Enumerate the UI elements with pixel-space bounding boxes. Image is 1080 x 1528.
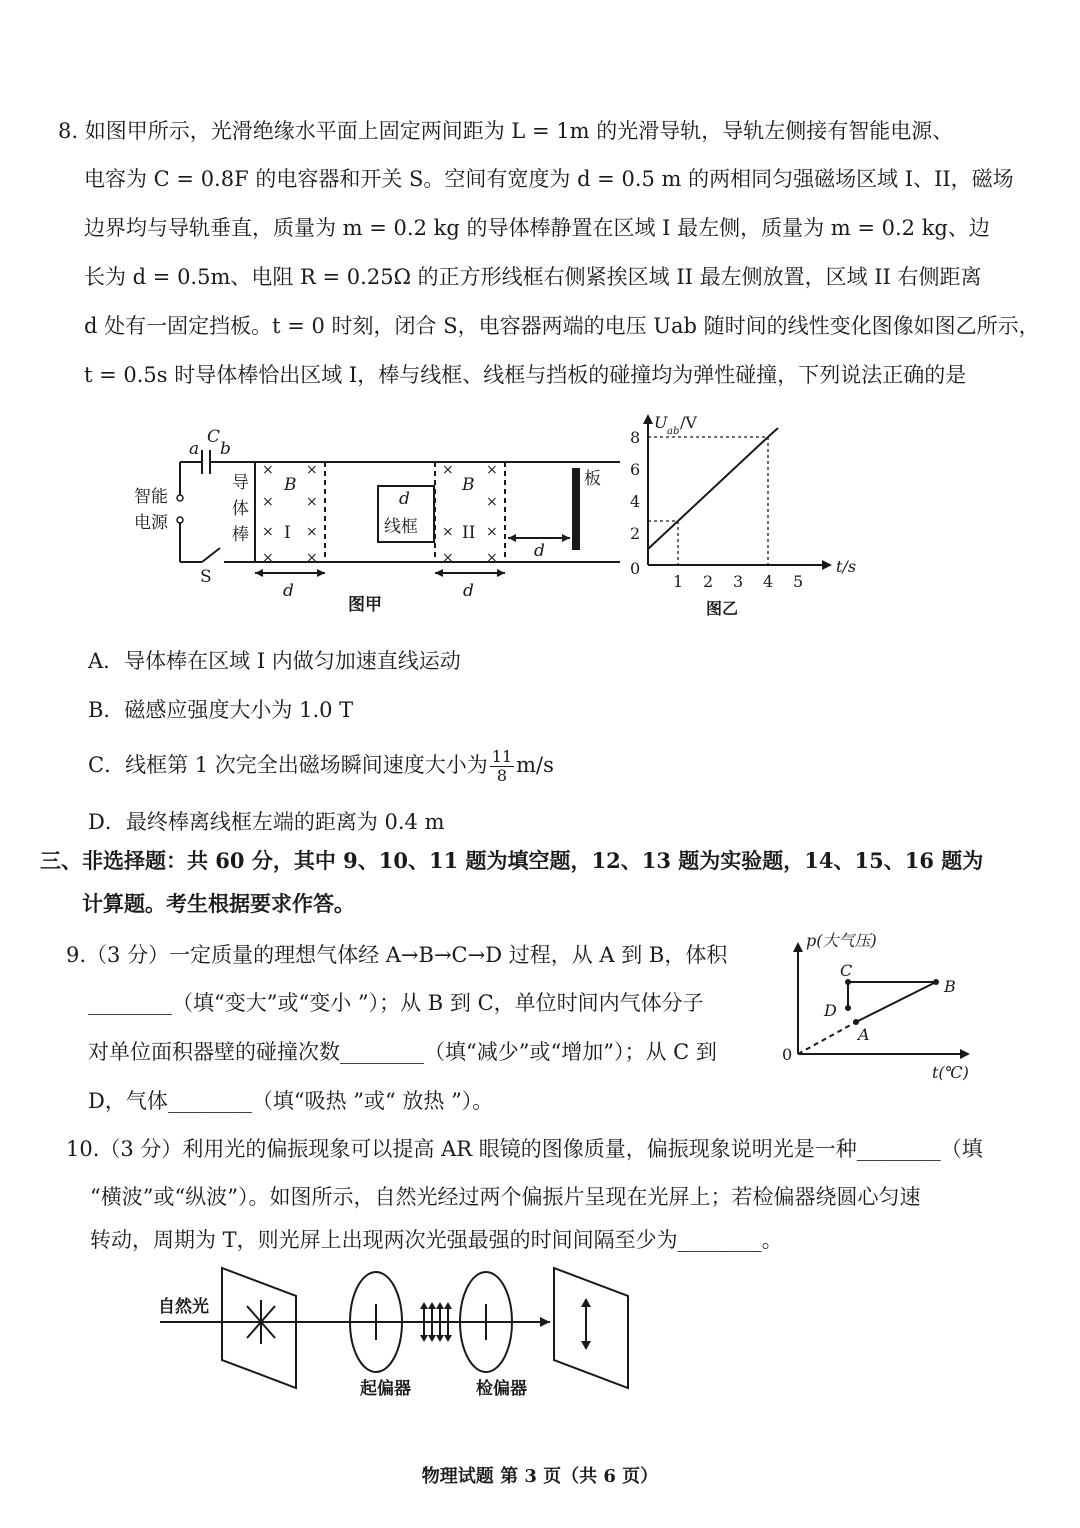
cross-mark: × bbox=[442, 524, 454, 540]
section-3-heading-2: 计算题。考生根据要求作答。 bbox=[82, 891, 355, 916]
caption-yi: 图乙 bbox=[706, 599, 739, 618]
label-d1: d bbox=[283, 581, 294, 601]
label-capacitor: C bbox=[207, 427, 221, 447]
q10-line-3: 转动，周期为 T，则光屏上出现两次光强最强的时间间隔至少为________。 bbox=[90, 1228, 783, 1252]
chart-ytick-label: 2 bbox=[630, 524, 641, 543]
chart-xtick-label: 2 bbox=[703, 572, 714, 591]
point-A-label: A bbox=[858, 1025, 870, 1044]
q10-line-1: 10.（3 分）利用光的偏振现象可以提高 AR 眼镜的图像质量，偏振现象说明光是一种________（填 bbox=[66, 1137, 983, 1161]
label-rod-2: 体 bbox=[232, 499, 249, 519]
cross-mark: × bbox=[486, 550, 498, 566]
label-switch: S bbox=[200, 567, 212, 587]
label-region-II: II bbox=[462, 523, 476, 543]
option-c bbox=[88, 748, 554, 785]
option-c-unit: m/s bbox=[516, 753, 554, 777]
q9-line-3: 对单位面积器壁的碰撞次数________（填“减少”或“增加”）；从 C 到 bbox=[88, 1040, 717, 1064]
q8-line-4: 长为 d = 0.5m、电阻 R = 0.25Ω 的正方形线框右侧紧挨区域 II 最左侧放置，区域 II 右侧距离 bbox=[84, 265, 982, 289]
graph-ylabel: p(大气压) bbox=[806, 931, 877, 950]
fraction-numerator: 11 bbox=[491, 747, 513, 766]
chart-xlabel: t/s bbox=[836, 557, 857, 576]
cross-mark: × bbox=[442, 550, 454, 566]
point-D-label: D bbox=[824, 1001, 837, 1020]
chart-xtick-label: 5 bbox=[793, 572, 804, 591]
cross-mark: × bbox=[262, 462, 274, 478]
cross-mark: × bbox=[486, 494, 498, 510]
label-region-I: I bbox=[284, 523, 291, 543]
label-rod-3: 棒 bbox=[232, 525, 249, 545]
chart-guide-line bbox=[648, 521, 678, 565]
cross-mark: × bbox=[486, 462, 498, 478]
label-d3: d bbox=[534, 541, 545, 561]
cross-mark: × bbox=[486, 524, 498, 540]
q10-polarizer-figure bbox=[150, 1260, 670, 1410]
label-a: a bbox=[189, 439, 200, 459]
fraction-denominator: 8 bbox=[496, 766, 508, 785]
q9-line-4: D，气体________（填“吸热 ”或“ 放热 ”）。 bbox=[88, 1089, 494, 1113]
chart-xtick-label: 4 bbox=[763, 572, 774, 591]
option-b: B．磁感应强度大小为 1.0 T bbox=[88, 698, 354, 722]
q9-line-1: 9.（3 分）一定质量的理想气体经 A→B→C→D 过程，从 A 到 B，体积 bbox=[66, 943, 728, 967]
chart-origin: 0 bbox=[630, 559, 641, 578]
cross-mark: × bbox=[306, 462, 318, 478]
chart-series-line bbox=[648, 428, 778, 549]
q8-line-6: t = 0.5s 时导体棒恰出区域 I，棒与线框、线框与挡板的碰撞均为弹性碰撞，下列说法正确的是 bbox=[84, 363, 967, 387]
cross-mark: × bbox=[306, 550, 318, 566]
cross-mark: × bbox=[306, 524, 318, 540]
q8-line-2: 电容为 C = 0.8F 的电容器和开关 S。空间有宽度为 d = 0.5 m 的两相同匀强磁场区域 I、II，磁场 bbox=[84, 167, 1014, 191]
label-frame: 线框 bbox=[384, 517, 418, 537]
q8-line-1: 8. 如图甲所示，光滑绝缘水平面上固定两间距为 L = 1m 的光滑导轨，导轨左侧接有智能电源、 bbox=[58, 119, 954, 143]
chart-ytick-label: 4 bbox=[630, 492, 641, 511]
option-c-fraction bbox=[490, 748, 514, 785]
chart-ylabel: U bbox=[654, 413, 668, 432]
cross-mark: × bbox=[262, 494, 274, 510]
q8-line-3: 边界均与导轨垂直，质量为 m = 0.2 kg 的导体棒静置在区域 I 最左侧，质量为 m = 0.2 kg、边 bbox=[84, 216, 990, 240]
option-c-text: C．线框第 1 次完全出磁场瞬间速度大小为 bbox=[88, 753, 488, 777]
page-footer: 物理试题 第 3 页（共 6 页） bbox=[421, 1466, 659, 1487]
cross-mark: × bbox=[262, 524, 274, 540]
label-B1: B bbox=[284, 475, 297, 495]
point-B-label: B bbox=[944, 977, 956, 996]
point-C-label: C bbox=[840, 961, 853, 980]
q8-line-5: d 处有一固定挡板。t = 0 时刻，闭合 S，电容器两端的电压 Uab 随时间的线性变化图像如图乙所示， bbox=[84, 314, 1040, 338]
chart-ytick-label: 6 bbox=[630, 460, 641, 479]
figure-yi-chart bbox=[618, 410, 878, 620]
cross-mark: × bbox=[262, 550, 274, 566]
caption-jia: 图甲 bbox=[348, 595, 382, 615]
label-d2: d bbox=[463, 581, 474, 601]
q9-line-2: ________（填“变大”或“变小 ”）；从 B 到 C，单位时间内气体分子 bbox=[88, 991, 704, 1015]
option-d: D．最终棒离线框左端的距离为 0.4 m bbox=[88, 810, 445, 834]
chart-xtick-label: 1 bbox=[673, 572, 684, 591]
label-B2: B bbox=[462, 475, 475, 495]
graph-origin: 0 bbox=[782, 1045, 793, 1064]
q9-pt-graph bbox=[778, 924, 978, 1084]
graph-xlabel: t(℃) bbox=[932, 1063, 969, 1082]
chart-ylabel-unit: /V bbox=[680, 413, 697, 432]
figure-jia bbox=[120, 420, 620, 630]
label-frame-d: d bbox=[399, 489, 410, 509]
chart-ylabel-sub: ab bbox=[667, 426, 680, 437]
option-a: A．导体棒在区域 I 内做匀加速直线运动 bbox=[88, 649, 461, 673]
label-natural-light: 自然光 bbox=[158, 1297, 209, 1317]
label-b: b bbox=[220, 439, 231, 459]
label-plate: 板 bbox=[584, 469, 601, 489]
label-polarizer: 起偏器 bbox=[360, 1379, 411, 1399]
q10-line-2: “横波”或“纵波”）。如图所示，自然光经过两个偏振片呈现在光屏上；若检偏器绕圆心匀速 bbox=[90, 1185, 921, 1209]
label-analyzer: 检偏器 bbox=[476, 1379, 527, 1399]
chart-xtick-label: 3 bbox=[733, 572, 744, 591]
label-power-1: 智能 bbox=[134, 487, 168, 507]
cross-mark: × bbox=[442, 462, 454, 478]
label-power-2: 电源 bbox=[134, 513, 168, 533]
section-3-heading: 三、非选择题：共 60 分，其中 9、10、11 题为填空题，12、13 题为实验题，14、15、16 题为 bbox=[40, 848, 984, 873]
chart-guide-line bbox=[648, 437, 768, 565]
chart-ytick-label: 8 bbox=[630, 428, 641, 447]
label-rod-1: 导 bbox=[232, 473, 249, 493]
cross-mark: × bbox=[306, 494, 318, 510]
